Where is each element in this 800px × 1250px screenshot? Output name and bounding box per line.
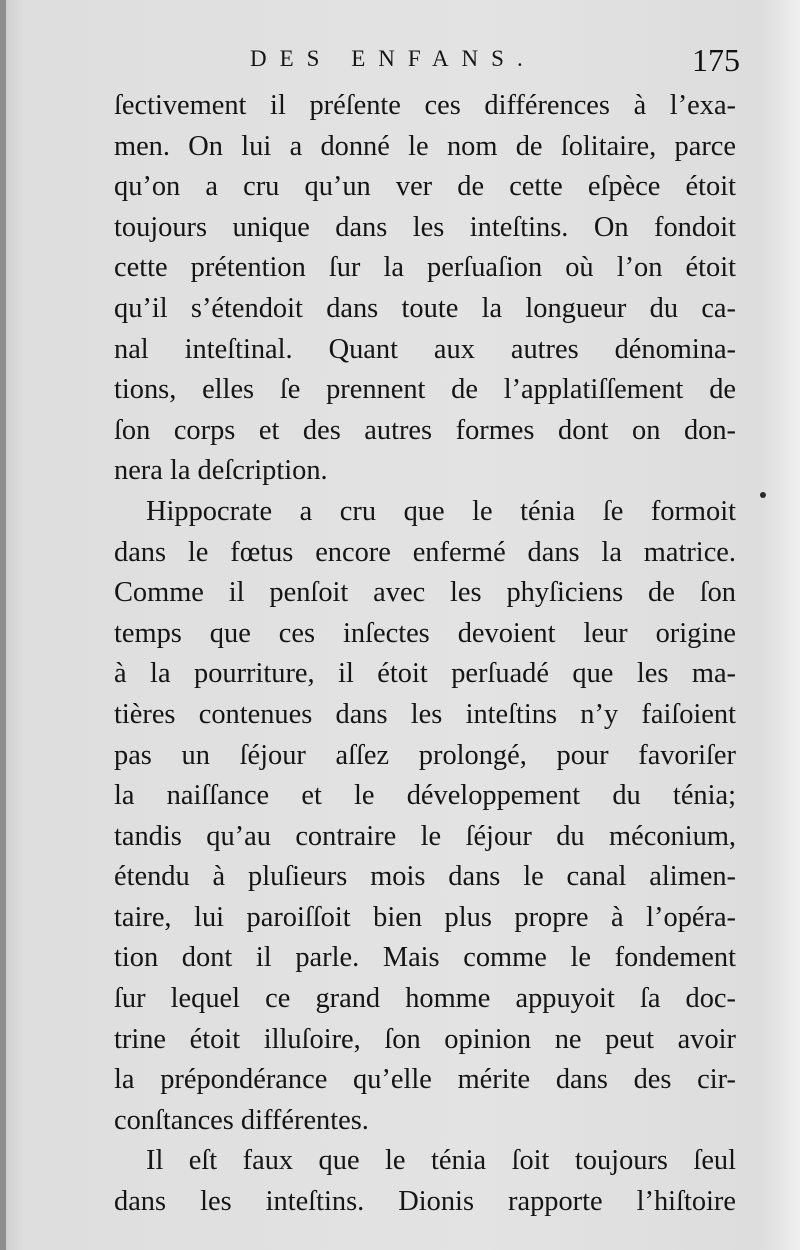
text-line: Comme il penſoit avec les phyſiciens de ſon (114, 577, 736, 609)
text-line: qu’on a cru qu’un ver de cette eſpèce étoit (114, 171, 736, 203)
text-line: dans le fœtus encore enfermé dans la matrice. (114, 536, 736, 568)
body-text (114, 86, 736, 1223)
text-line: ſectivement il préſente ces différences à l’exa- (114, 90, 736, 121)
binding-shadow (0, 0, 6, 1250)
text-line: Il eſt faux que le ténia ſoit toujours ſeul (146, 1145, 736, 1177)
text-line: trine étoit illuſoire, ſon opinion ne peut avoir (114, 1023, 736, 1055)
text-line: dans les inteſtins. Dionis rapporte l’hiſtoire (114, 1186, 736, 1218)
text-line: étendu à pluſieurs mois dans le canal alimen- (114, 861, 736, 893)
text-line: temps que ces inſectes devoient leur origine (114, 617, 736, 649)
text-line: tion dont il parle. Mais comme le fondement (114, 942, 736, 974)
text-line: tandis qu’au contraire le ſéjour du méconium, (114, 820, 736, 852)
text-line: toujours unique dans les inteſtins. On fondoit (114, 211, 736, 243)
text-line: à la pourriture, il étoit perſuadé que les ma- (114, 658, 736, 690)
text-line: ſur lequel ce grand homme appuyoit ſa doc- (114, 983, 736, 1015)
text-line: la naiſſance et le développement du ténia; (114, 780, 736, 812)
text-line: pas un ſéjour aſſez prolongé, pour favoriſer (114, 739, 736, 771)
text-line: nera la deſcription. (114, 455, 328, 487)
page-header (250, 40, 740, 90)
text-line: tions, elles ſe prennent de l’applatiſſement de (114, 374, 736, 406)
text-line: conſtances différentes. (114, 1104, 369, 1136)
page-number: 175 (692, 42, 740, 78)
text-line: la prépondérance qu’elle mérite dans des cir- (114, 1064, 736, 1096)
text-line: ſon corps et des autres formes dont on don- (114, 414, 736, 446)
text-line: qu’il s’étendoit dans toute la longueur du ca- (114, 292, 736, 324)
text-line: Hippocrate a cru que le ténia ſe formoit (146, 495, 736, 527)
text-line: tières contenues dans les inteſtins n’y faiſoient (114, 698, 736, 730)
text-line: nal inteſtinal. Quant aux autres dénomina- (114, 333, 736, 365)
running-head: DES ENFANS. (250, 46, 536, 71)
text-line: men. On lui a donné le nom de ſolitaire, parce (114, 130, 736, 162)
paper-speck (760, 492, 766, 498)
text-line: taire, lui paroiſſoit bien plus propre à l’opéra- (114, 901, 736, 933)
text-line: cette prétention ſur la perſuaſion où l’on étoit (114, 252, 736, 284)
